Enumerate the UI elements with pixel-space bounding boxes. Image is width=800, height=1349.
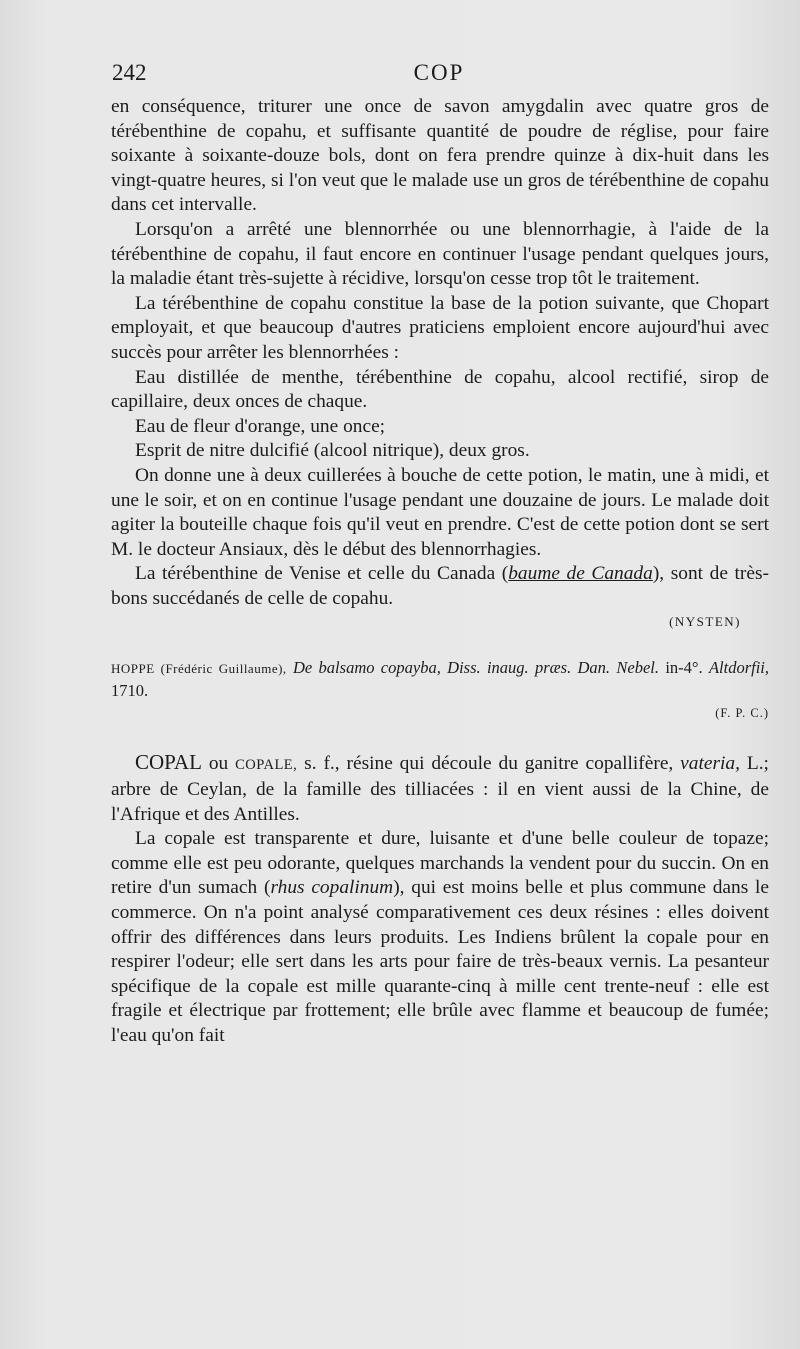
substitutes-text-start: La térébenthine de Venise et celle du Canada ( (135, 563, 509, 585)
reference-format: in-4°. (665, 658, 703, 678)
reference-year: 1710. (111, 681, 149, 701)
paragraph-potion-intro: La térébenthine de copahu constitue la base de la potion suivante, que Chopart employait, et que beaucoup d'autres praticiens emploient encore aujourd'hui avec succès pour arrêter les blennorrhées : (111, 292, 769, 363)
substitutes-text-end: ), sont de très-bons succédanés de celle de copahu. (111, 563, 769, 609)
recipe-line-3: Esprit de nitre dulcifié (alcool nitrique), deux gros. (135, 440, 530, 462)
entry-definition-a: résine qui découle du ganitre copallifère, (346, 753, 674, 775)
entry-genus: vateria, (680, 753, 740, 775)
entry-copal-definition (111, 750, 769, 827)
description-text-a: La copale est transparente et dure, luisante et d'une belle couleur de topaze; comme elle est peu odorante, quelques marchands la vendent pour du succin. On en retire d'un sumach ( (111, 828, 769, 899)
bibliographic-reference (111, 657, 769, 702)
recipe-line-2: Eau de fleur d'orange, une once; (135, 415, 386, 437)
page-number: 242 (112, 60, 147, 85)
entry-variant: COPALE, (235, 757, 298, 774)
description-species: rhus copalinum (270, 877, 394, 899)
entry-definition-b: L.; arbre de Ceylan, de la famille des tilliacées : il en vient aussi de la Chine, de l'Afrique et des Antilles. (111, 753, 769, 825)
paragraph-blennorrhee: Lorsqu'on a arrêté une blennorrhée ou une blennorrhagie, à l'aide de la térébenthine de copahu, il faut encore en continuer l'usage pendant quelques jours, la maladie étant très-sujette à récidive, lorsqu'on cesse trop tôt le traitement. (111, 218, 769, 290)
running-head: COP (413, 60, 465, 85)
substitutes-italic: baume de Canada (508, 563, 653, 585)
entry-grammar: s. f., (304, 753, 340, 775)
paragraph-substitutes (111, 562, 769, 611)
entry-copal-description (111, 827, 769, 1048)
author-signature: (NYSTEN) (669, 614, 741, 630)
paragraph-dosage: On donne une à deux cuillerées à bouche de cette potion, le matin, une à midi, et une le soir, et on en continue l'usage pendant une douzaine de jours. Le malade doit agiter la bouteille chaque fois qu'il veut en prendre. C'est de cette potion dont se sert M. le docteur Ansiaux, dès le début des blennorrhagies. (111, 464, 769, 560)
reference-title: De balsamo copayba, Diss. inaug. præs. Dan. Nebel. (293, 658, 659, 678)
entry-variant-intro: ou (208, 753, 229, 775)
reference-place: Altdorfii, (708, 658, 770, 678)
description-text-b: ), qui est moins belle et plus commune dans le commerce. On n'a point analysé comparativement ces deux résines : elles doivent offrir des différences dans leurs produits. Les Indiens brûlent la copale pour en respirer l'odeur; elle sert dans les arts pour faire de très-beaux vernis. La pesanteur spécifique de la copale est mille quarante-cinq à mille cent trente-neuf : elle est fragile et électrique par frottement; elle brûle avec flamme et beaucoup de fumée; l'eau qu'on fait (111, 877, 769, 1046)
section-gap (111, 724, 769, 750)
reference-author: HOPPE (Frédéric Guillaume), (111, 661, 287, 677)
reference-initials: (F. P. C.) (715, 706, 769, 721)
paragraph-continuation: en conséquence, triturer une once de savon amygdalin avec quatre gros de térébenthine de copahu, et suffisante quantité de poudre de réglise, pour faire soixante à soixante-douze bols, dont on fera prendre quinze à dix-huit dans les vingt-quatre heures, si l'on veut que le malade use un gros de térébenthine de copahu dans cet intervalle. (111, 96, 769, 216)
page-body (111, 95, 769, 1049)
entry-headword: COPAL (135, 750, 202, 775)
recipe-line-1: Eau distillée de menthe, térébenthine de copahu, alcool rectifié, sirop de capillaire, deux onces de chaque. (111, 366, 769, 413)
page-header (112, 60, 766, 90)
